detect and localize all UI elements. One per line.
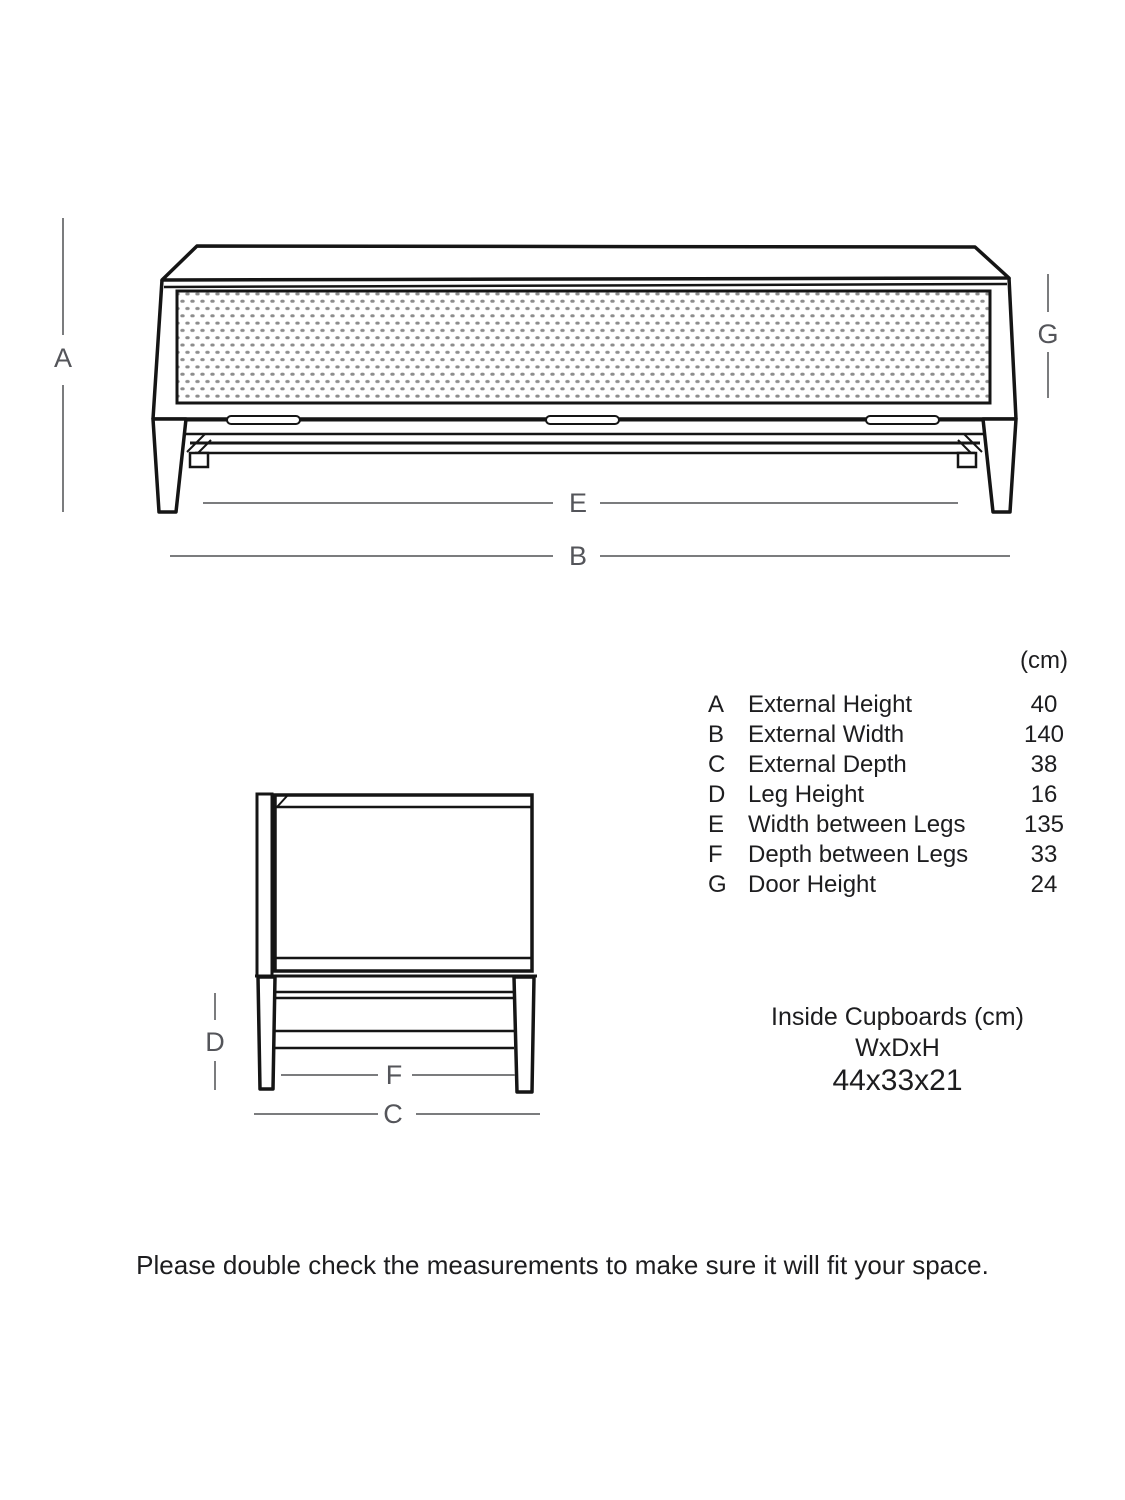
spec-row-label: Leg Height bbox=[748, 781, 865, 808]
dimension-label-g: G bbox=[1037, 319, 1059, 349]
side-back-leg bbox=[514, 977, 534, 1092]
spec-row-value: 38 bbox=[1030, 751, 1058, 778]
table-row bbox=[700, 750, 1088, 780]
spec-row-label: External Height bbox=[748, 691, 913, 718]
table-row bbox=[700, 780, 1088, 810]
dimension-g bbox=[1037, 274, 1058, 398]
spec-row-key: G bbox=[708, 871, 727, 898]
inside-cupboards-title: Inside Cupboards (cm) bbox=[771, 1003, 1024, 1031]
front-left-leg bbox=[153, 419, 186, 512]
spec-row-key: C bbox=[708, 751, 726, 778]
cabinet-top-face bbox=[162, 246, 1009, 280]
measurement-disclaimer: Please double check the measurements to make sure it will fit your space. bbox=[136, 1250, 989, 1280]
front-left-foot-block bbox=[190, 453, 208, 467]
spec-row-label: Depth between Legs bbox=[748, 841, 969, 868]
dimension-a bbox=[54, 218, 72, 512]
spec-table bbox=[700, 646, 1088, 900]
spec-row-value: 140 bbox=[1023, 721, 1065, 748]
spec-row-label: External Width bbox=[748, 721, 905, 748]
spec-row-label: Width between Legs bbox=[748, 811, 966, 838]
spec-row-value: 40 bbox=[1030, 691, 1058, 718]
dimension-label-c: C bbox=[383, 1099, 403, 1129]
dimension-label-d: D bbox=[205, 1027, 225, 1057]
spec-row-key: A bbox=[708, 691, 725, 718]
spec-row-value: 33 bbox=[1030, 841, 1058, 868]
spec-row-key: D bbox=[708, 781, 726, 808]
table-row bbox=[700, 810, 1088, 840]
dimension-label-a: A bbox=[53, 343, 73, 373]
spec-row-key: B bbox=[708, 721, 725, 748]
dimension-label-b: B bbox=[568, 541, 588, 570]
spec-row-value: 135 bbox=[1023, 811, 1065, 838]
table-row bbox=[700, 840, 1088, 870]
inside-cupboards-note bbox=[700, 1002, 1095, 1098]
table-row bbox=[700, 720, 1088, 750]
dimension-d bbox=[205, 993, 225, 1090]
dimension-label-f: F bbox=[385, 1060, 403, 1090]
table-row bbox=[700, 870, 1088, 900]
side-top-overhang bbox=[257, 794, 272, 976]
dimension-b bbox=[170, 541, 1010, 570]
spec-row-value: 24 bbox=[1030, 871, 1058, 898]
dimension-c bbox=[254, 1099, 540, 1129]
dimension-label-e: E bbox=[568, 488, 588, 518]
front-right-foot-block bbox=[958, 453, 976, 467]
spec-row-key: F bbox=[708, 841, 723, 868]
side-front-leg bbox=[258, 977, 275, 1089]
side-stretchers bbox=[275, 992, 514, 1048]
front-right-leg bbox=[983, 419, 1016, 512]
spec-row-value: 16 bbox=[1030, 781, 1058, 808]
spec-row-label: External Depth bbox=[748, 751, 907, 778]
side-body bbox=[275, 795, 532, 971]
table-row bbox=[700, 690, 1088, 720]
unit-header: (cm) bbox=[1020, 647, 1068, 674]
inside-cupboards-order: WxDxH bbox=[855, 1034, 940, 1062]
front-view-drawing bbox=[40, 210, 1070, 570]
spec-table-header bbox=[700, 646, 1088, 676]
side-view-drawing bbox=[190, 770, 590, 1130]
cane-door-panel bbox=[177, 291, 990, 403]
inside-cupboards-dimensions: 44x33x21 bbox=[832, 1064, 963, 1097]
dimension-e bbox=[203, 488, 958, 518]
dimension-f bbox=[281, 1060, 515, 1090]
spec-row-key: E bbox=[708, 811, 725, 838]
spec-row-label: Door Height bbox=[748, 871, 877, 898]
front-stretchers bbox=[185, 434, 985, 455]
